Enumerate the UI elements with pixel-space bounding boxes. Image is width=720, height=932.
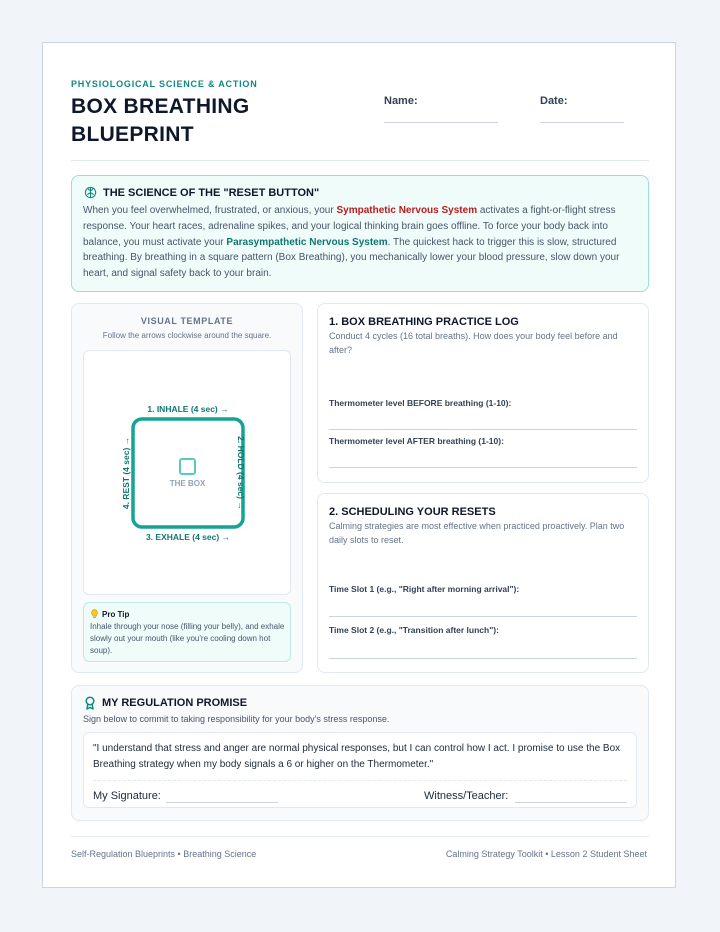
visual-template-panel	[71, 303, 303, 673]
box-diagram-svg	[84, 351, 290, 594]
footer-divider	[71, 836, 649, 837]
parasympathetic-term: Parasympathetic Nervous System	[226, 236, 388, 248]
name-field[interactable]	[384, 122, 498, 123]
promise-heading	[84, 696, 247, 710]
brain-icon	[84, 186, 97, 199]
science-text-1: When you feel overwhelmed, frustrated, or anxious, your	[83, 205, 337, 216]
footer-right: Calming Strategy Toolkit • Lesson 2 Student Sheet	[445, 849, 647, 859]
practice-log-card	[317, 303, 649, 483]
after-level-field[interactable]	[329, 467, 637, 468]
time-slot-2-field[interactable]	[329, 658, 637, 659]
science-text-2: activates a fight-or-flight stress response. Your heart races, adrenaline spikes, and your logical thinking brain goes offline. To force your body back into balance, you must activate your	[83, 205, 616, 248]
worksheet-page	[42, 42, 676, 888]
header-divider	[71, 160, 649, 161]
sympathetic-term: Sympathetic Nervous System	[336, 205, 478, 216]
name-label: Name:	[384, 95, 418, 107]
promise-statement-box	[83, 732, 637, 808]
scheduling-title: 2. SCHEDULING YOUR RESETS	[329, 506, 496, 518]
rest-label: 4. REST (4 sec) →	[121, 436, 131, 510]
award-ribbon-icon	[84, 696, 96, 710]
pro-tip-text: Inhale through your nose (filling your belly), and exhale slowly out your mouth (like you're cooling down hot soup).	[90, 622, 285, 655]
pro-tip-heading	[90, 609, 129, 619]
box-label: THE BOX	[169, 479, 206, 488]
scheduling-card	[317, 493, 649, 673]
practice-log-subtitle: Conduct 4 cycles (16 total breaths). How does your body feel before and after?	[329, 331, 618, 355]
promise-divider	[93, 780, 627, 781]
science-panel	[71, 175, 649, 292]
visual-template-title: VISUAL TEMPLATE	[140, 316, 234, 326]
scheduling-subtitle: Calming strategies are most effective when practiced proactively. Plan two daily slots to reset.	[329, 521, 625, 545]
inhale-label: 1. INHALE (4 sec) →	[147, 404, 229, 414]
time-slot-2-label: Time Slot 2 (e.g., "Transition after lunch"):	[329, 625, 499, 635]
science-heading	[84, 186, 319, 199]
before-level-field[interactable]	[329, 429, 637, 430]
practice-log-title: 1. BOX BREATHING PRACTICE LOG	[329, 316, 519, 328]
signature-field[interactable]	[166, 802, 278, 803]
date-label: Date:	[540, 95, 568, 107]
science-body	[83, 203, 639, 282]
box-center-icon	[180, 459, 195, 474]
after-level-label: Thermometer level AFTER breathing (1-10):	[329, 436, 504, 446]
promise-subtitle: Sign below to commit to taking responsibility for your body's stress response.	[83, 714, 390, 724]
time-slot-1-label: Time Slot 1 (e.g., "Right after morning arrival"):	[329, 584, 520, 594]
before-level-label: Thermometer level BEFORE breathing (1-10):	[329, 398, 512, 408]
witness-label: Witness/Teacher:	[424, 790, 509, 802]
pro-tip-panel	[83, 602, 291, 662]
time-slot-1-field[interactable]	[329, 616, 637, 617]
visual-template-subtitle: Follow the arrows clockwise around the square.	[102, 331, 272, 340]
lightbulb-icon	[90, 609, 99, 619]
hold-label: 2. HOLD (4 sec) →	[236, 436, 246, 510]
exhale-label: 3. EXHALE (4 sec) →	[145, 532, 231, 542]
promise-panel	[71, 685, 649, 821]
box-breathing-diagram	[83, 350, 291, 595]
kicker: PHYSIOLOGICAL SCIENCE & ACTION	[71, 79, 258, 89]
pro-tip-title: Pro Tip	[102, 609, 130, 619]
science-text-3: . The quickest hack to trigger this is slow, structured breathing. By breathing in a square pattern (Box Breathing), you mechanically lower your blood pressure, slow down your heart, and signal safety back to your brain.	[83, 236, 620, 280]
promise-statement: "I understand that stress and anger are normal physical responses, but I can control how I act. I promise to use the Box Breathing strategy when my body signals a 6 or higher on the Thermometer."	[93, 743, 621, 770]
date-field[interactable]	[540, 122, 624, 123]
promise-title: MY REGULATION PROMISE	[102, 697, 248, 709]
page-title: BOX BREATHING BLUEPRINT	[71, 95, 250, 146]
science-title: THE SCIENCE OF THE "RESET BUTTON"	[103, 186, 320, 199]
witness-field[interactable]	[515, 802, 627, 803]
signature-label: My Signature:	[93, 790, 161, 802]
footer-left: Self-Regulation Blueprints • Breathing Science	[71, 849, 257, 859]
